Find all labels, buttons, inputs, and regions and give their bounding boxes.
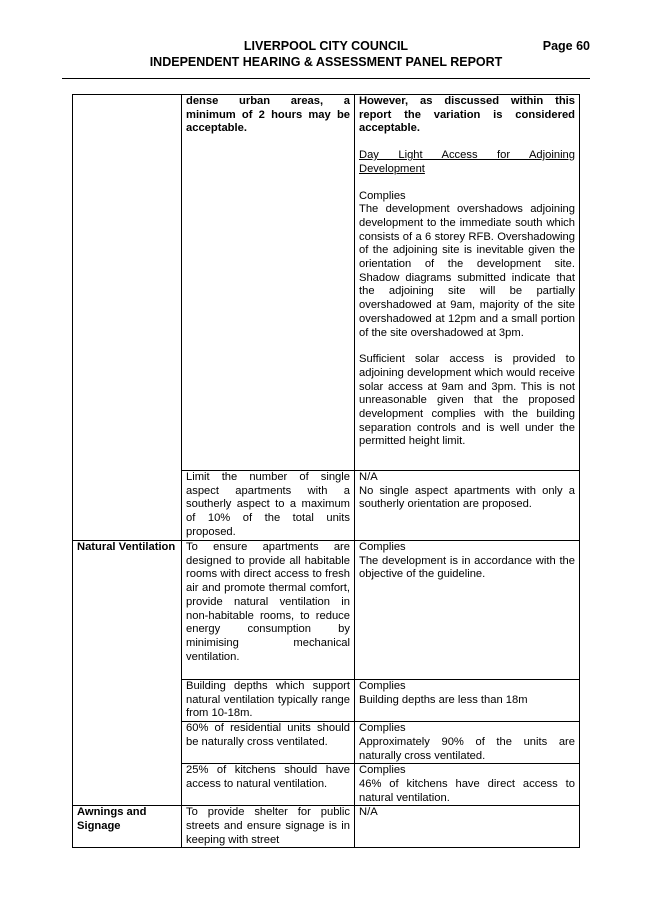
requirement-cell: 25% of kitchens should have access to natural ventilation.: [182, 764, 355, 806]
compliance-table: [72, 94, 580, 848]
compliance-status: N/A: [359, 471, 378, 483]
comment-cell: [355, 722, 580, 764]
compliance-status: N/A: [359, 806, 378, 819]
comment-cell: [355, 680, 580, 722]
table-row: [73, 806, 580, 848]
comment-paragraph: The development overshadows adjoining development to the immediate south which consists of a 6 storey RFB. Overshadowing of the adjoining site is inevitable given the orientation of the development site. Shadow diagrams submitted indicate that the adjoining site will be partially overshadowed at 9am, majority of the site overshadowed at 12pm and a small portion of the site overshadowed at 3pm.: [359, 203, 575, 339]
control-cell: [73, 95, 182, 541]
requirement-cell: To ensure apartments are designed to provide all habitable rooms with direct access to fresh air and promote thermal comfort, provide natural ventilation in non-habitable rooms, to reduce energy consumption by minimising mechanical ventilation.: [182, 541, 355, 680]
page-number: Page 60: [542, 39, 590, 53]
comment-text: 46% of kitchens have direct access to natural ventilation.: [359, 777, 575, 804]
compliance-status: Complies: [359, 680, 406, 692]
comment-cell: [355, 541, 580, 680]
council-title: LIVERPOOL CITY COUNCIL: [243, 39, 409, 53]
comment-cell: [355, 806, 580, 848]
comment-cell: [355, 471, 580, 541]
table-row: [73, 95, 580, 471]
table-row: [73, 541, 580, 680]
compliance-status: Complies: [359, 722, 406, 735]
comment-text: The development is in accordance with the objective of the guideline.: [359, 554, 575, 581]
comment-subheading: Day Light Access for Adjoining Development: [359, 149, 575, 175]
comment-text: No single aspect apartments with only a southerly orientation are proposed.: [359, 484, 575, 511]
report-subtitle: INDEPENDENT HEARING & ASSESSMENT PANEL REPORT: [149, 55, 503, 69]
requirement-cell: 60% of residential units should be naturally cross ventilated.: [182, 722, 355, 764]
comment-text: Building depths are less than 18m: [359, 693, 528, 706]
compliance-status: Complies: [359, 764, 406, 777]
compliance-status: Complies: [359, 189, 406, 202]
comment-cell: [355, 95, 580, 471]
requirement-cell: dense urban areas, a minimum of 2 hours may be acceptable.: [182, 95, 355, 471]
compliance-status: Complies: [359, 541, 406, 553]
control-cell: Awnings and Signage: [73, 806, 182, 848]
control-cell: Natural Ventilation: [73, 541, 182, 806]
requirement-cell: Building depths which support natural ventilation typically range from 10-18m.: [182, 680, 355, 722]
header-divider: [62, 78, 590, 79]
report-header: [62, 39, 590, 69]
comment-cell: [355, 764, 580, 806]
requirement-cell: Limit the number of single aspect apartments with a southerly aspect to a maximum of 10% of the total units proposed.: [182, 471, 355, 541]
comment-bold-text: However, as discussed within this report the variation is considered acceptable.: [359, 95, 575, 135]
requirement-cell: To provide shelter for public streets and ensure signage is in keeping with street: [182, 806, 355, 848]
comment-text: Approximately 90% of the units are naturally cross ventilated.: [359, 735, 575, 762]
comment-paragraph: Sufficient solar access is provided to adjoining development which would receive solar access at 9am and 3pm. This is not unreasonable given that the proposed development complies with the building separation controls and is well under the permitted height limit.: [359, 353, 575, 448]
